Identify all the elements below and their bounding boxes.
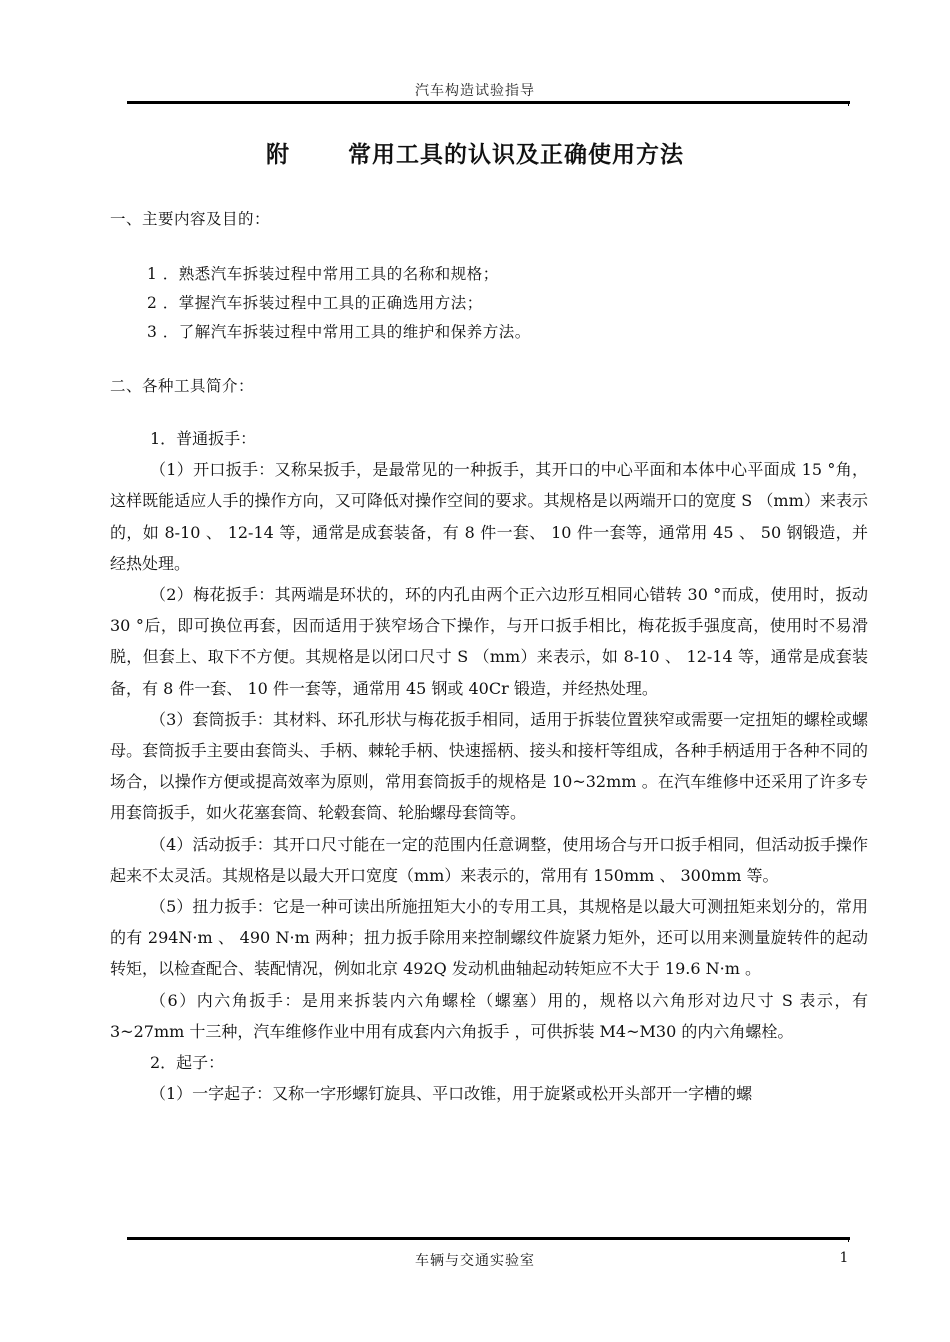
footer-lab-name: 车辆与交通实验室 bbox=[415, 1253, 535, 1269]
subheading-screwdrivers: 2．起子： bbox=[150, 1053, 225, 1073]
footer-rule-end-mark bbox=[848, 1237, 849, 1242]
title-prefix: 附 bbox=[266, 142, 290, 168]
objective-item: 3 ．了解汽车拆装过程中常用工具的维护和保养方法。 bbox=[147, 323, 531, 341]
paragraph-socket-wrench: （3）套筒扳手：其材料、环孔形状与梅花扳手相同，适用于拆装位置狭窄或需要一定扭矩的螺栓或螺母。套筒扳手主要由套筒头、手柄、棘轮手柄、快速摇柄、接头和接杆等组成，各种手柄适用于各种不同的场合，以操作方便或提高效率为原则，常用套筒扳手的规格是 10~32mm 。在汽车维修中还采用了许多专用套筒扳手，如火花塞套筒、轮毂套筒、轮胎螺母套筒等。 bbox=[110, 709, 868, 823]
tools-body bbox=[110, 423, 868, 1109]
subheading-wrenches: 1．普通扳手： bbox=[150, 429, 257, 448]
paragraph-box-wrench: （2）梅花扳手：其两端是环状的，环的内孔由两个正六边形互相同心错转 30 °而成，使用时，扳动 30 °后，即可换位再套，因而适用于狭窄场合下操作，与开口扳手相比，梅花扳手强度高，使用时不易滑脱，但套上、取下不方便。其规格是以闭口尺寸 S （mm）来表示，如 8-10 、 12-14 等，通常是成套装备，有 8 件一套、 10 件一套等，通常用 45 钢或 40Cr 锻造，并经热处理。 bbox=[110, 585, 868, 698]
title-text: 常用工具的认识及正确使用方法 bbox=[348, 142, 684, 168]
paragraph-adjustable-wrench: （4）活动扳手：其开口尺寸能在一定的范围内任意调整，使用场合与开口扳手相同，但活动扳手操作起来不太灵活。其规格是以最大开口宽度（mm）来表示的，常用有 150mm 、 300mm 等。 bbox=[110, 834, 868, 885]
objective-item: 1 ．熟悉汽车拆装过程中常用工具的名称和规格； bbox=[147, 265, 499, 283]
running-header: 汽车构造试验指导 bbox=[415, 83, 535, 99]
document-title bbox=[0, 136, 950, 169]
section-heading-tools: 二、各种工具简介： bbox=[110, 377, 255, 395]
page-number: 1 bbox=[839, 1250, 849, 1266]
paragraph-torque-wrench: （5）扭力扳手：它是一种可读出所施扭矩大小的专用工具，其规格是以最大可测扭矩来划分的，常用的有 294N·m 、 490 N·m 两种；扭力扳手除用来控制螺纹件旋紧力矩外，还可以用来测量旋转件的起动转矩，以检查配合、装配情况，例如北京 492Q 发动机曲轴起动转矩应不大于 19.6 N·m 。 bbox=[110, 897, 868, 979]
objective-item: 2 ．掌握汽车拆装过程中工具的正确选用方法； bbox=[147, 294, 483, 312]
paragraph-open-end-wrench: （1）开口扳手：又称呆扳手，是最常见的一种扳手，其开口的中心平面和本体中心平面成 15 °角，这样既能适应人手的操作方向，又可降低对操作空间的要求。其规格是以两端开口的宽度 S （mm）来表示的，如 8-10 、 12-14 等，通常是成套装备，有 8 件一套、 10 件一套等，通常用 45 、 50 钢锻造，并经热处理。 bbox=[110, 460, 868, 573]
section-heading-objectives: 一、主要内容及目的： bbox=[110, 210, 271, 228]
header-rule bbox=[127, 101, 850, 104]
paragraph-flat-screwdriver: （1）一字起子：又称一字形螺钉旋具、平口改锥，用于旋紧或松开头部开一字槽的螺 bbox=[150, 1084, 753, 1104]
footer-rule bbox=[127, 1237, 850, 1240]
header-rule-end-mark bbox=[848, 101, 849, 106]
paragraph-hex-key: （6）内六角扳手：是用来拆装内六角螺栓（螺塞）用的，规格以六角形对边尺寸 S 表示，有 3~27mm 十三种，汽车维修作业中用有成套内六角扳手 ，可供拆装 M4~M30 的内六角螺栓。 bbox=[110, 990, 868, 1041]
